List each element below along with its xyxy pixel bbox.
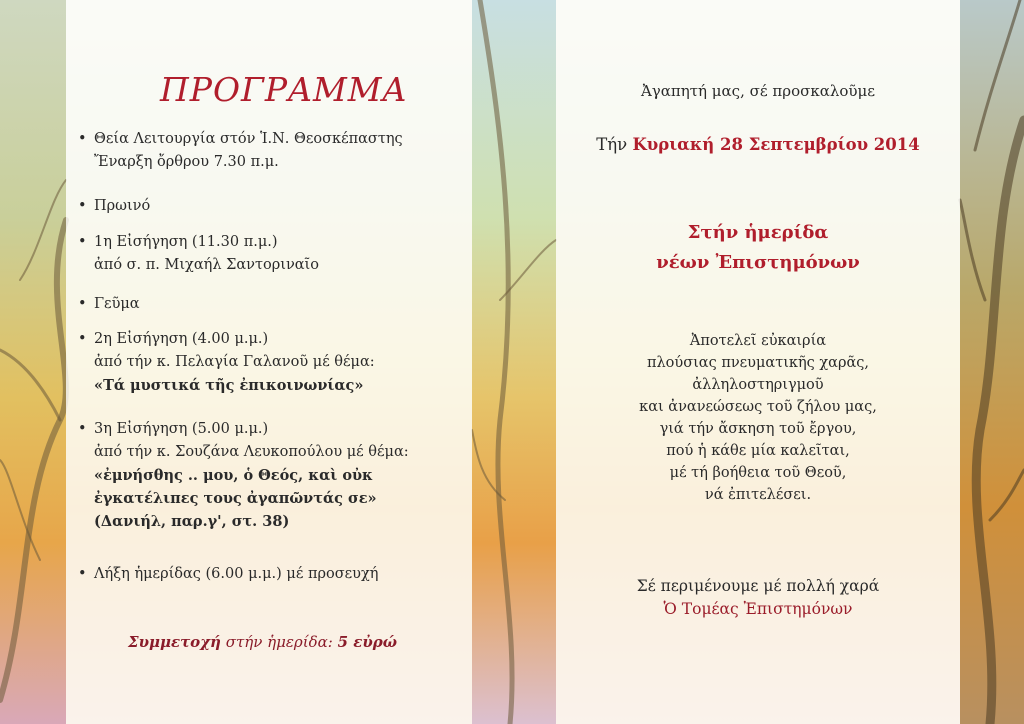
bullet: • <box>78 566 87 582</box>
event-title <box>556 218 960 278</box>
item-text: Θεία Λειτουργία στόν Ἱ.Ν. Θεοσκέπαστης <box>94 131 403 147</box>
event-title-line: Στήν ἡμερίδα <box>687 222 829 243</box>
paragraph-line: γιά τήν ἄσκηση τοῦ ἔργου, <box>659 421 857 437</box>
item-text: 3η Εἰσήγηση (5.00 μ.μ.) <box>94 421 269 437</box>
background-strip-right <box>960 0 1024 724</box>
item-text: Γεῦμα <box>94 296 140 312</box>
fee-text: στήν ἡμερίδα: <box>220 633 338 651</box>
bullet: • <box>78 331 87 347</box>
item-text: ἀπό σ. π. Μιχαήλ Σαντοριναῖο <box>94 257 319 273</box>
signature-line: Ὁ Τομέας Ἐπιστημόνων <box>663 600 853 618</box>
participation-fee <box>128 633 397 651</box>
talk-title: «ἐμνήσθης .. μου, ὁ Θεός, καὶ οὐκ <box>94 467 373 484</box>
date-prefix: Τήν <box>596 135 633 154</box>
invitation-paragraph <box>556 330 960 506</box>
paragraph-line: ἀλληλοστηριγμοῦ <box>692 377 824 393</box>
paragraph-line: νά ἐπιτελέσει. <box>704 487 812 503</box>
item-text: 1η Εἰσήγηση (11.30 π.μ.) <box>94 234 278 250</box>
bullet: • <box>78 234 87 250</box>
background-strip-middle <box>472 0 556 724</box>
item-text: Πρωινό <box>94 198 151 214</box>
item-text: ἀπό τήν κ. Σουζάνα Λευκοπούλου μέ θέμα: <box>94 444 409 460</box>
talk-title: «Τά μυστικά τῆς ἐπικοινωνίας» <box>94 377 364 394</box>
paragraph-line: Ἀποτελεῖ εὐκαιρία <box>689 333 827 349</box>
date-text: Κυριακή 28 Σεπτεμβρίου 2014 <box>632 135 920 154</box>
paragraph-line: και ἀνανεώσεως τοῦ ζήλου μας, <box>639 399 877 415</box>
bullet: • <box>78 131 87 147</box>
bullet: • <box>78 198 87 214</box>
item-text: 2η Εἰσήγηση (4.00 μ.μ.) <box>94 331 269 347</box>
fee-label: Συμμετοχή <box>128 633 221 651</box>
paragraph-line: πλούσιας πνευματικῆς χαρᾶς, <box>646 355 870 371</box>
item-text: ἀπό τήν κ. Πελαγία Γαλανοῦ μέ θέμα: <box>94 354 375 370</box>
background-strip-left <box>0 0 66 724</box>
program-title: ΠΡΟΓΡΑΜΜΑ <box>160 70 408 109</box>
closing <box>556 575 960 621</box>
event-date <box>556 135 960 154</box>
bullet: • <box>78 421 87 437</box>
item-text: Λήξη ἡμερίδας (6.00 μ.μ.) μέ προσευχή <box>94 566 379 582</box>
talk-title: ἐγκατέλιπες τους ἀγαπῶντάς σε» <box>94 490 377 507</box>
paragraph-line: μέ τή βοήθεια τοῦ Θεοῦ, <box>669 465 847 481</box>
closing-line: Σέ περιμένουμε μέ πολλή χαρά <box>636 577 880 595</box>
fee-amount: 5 εὐρώ <box>337 633 398 651</box>
greeting: Ἀγαπητή μας, σέ προσκαλοῦμε <box>640 82 876 100</box>
event-title-line: νέων Ἐπιστημόνων <box>656 252 860 273</box>
talk-reference: (Δανιήλ, παρ.γ', στ. 38) <box>94 513 290 530</box>
item-text: Ἔναρξη ὄρθρου 7.30 π.μ. <box>94 154 279 170</box>
bullet: • <box>78 296 87 312</box>
paragraph-line: πού ἡ κάθε μία καλεῖται, <box>666 443 850 459</box>
